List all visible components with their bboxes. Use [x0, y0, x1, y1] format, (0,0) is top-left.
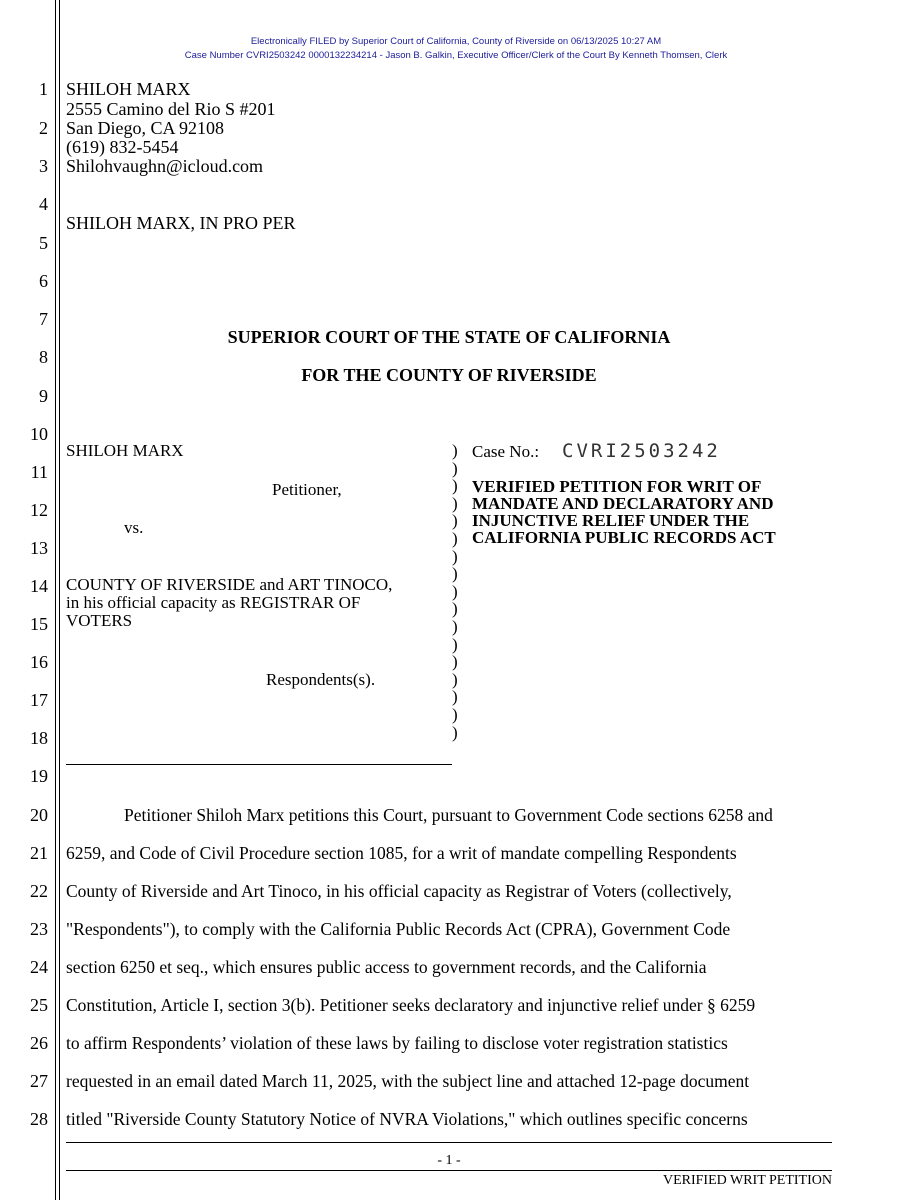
pro-per-designation: SHILOH MARX, IN PRO PER	[66, 213, 296, 233]
line-number: 17	[30, 690, 48, 710]
attorney-address-line-1: 2555 Camino del Rio S #201	[66, 99, 276, 119]
caption-paren: )	[452, 581, 458, 601]
court-name: SUPERIOR COURT OF THE STATE OF CALIFORNIA	[227, 327, 671, 347]
line-number: 15	[30, 614, 48, 634]
versus: vs.	[124, 518, 144, 537]
caption-paren: )	[452, 564, 458, 584]
case-number-label: Case No.:	[472, 442, 540, 461]
line-number: 2	[39, 118, 48, 138]
line-number: 14	[30, 576, 48, 596]
caption-paren: )	[452, 476, 458, 496]
body-line: Constitution, Article I, section 3(b). Petitioner seeks declaratory and injunctive relief under § 6259	[66, 995, 756, 1015]
respondent-line-2: in his official capacity as REGISTRAR OF	[66, 593, 361, 612]
line-number: 23	[30, 919, 48, 939]
petitioner-label: Petitioner,	[272, 480, 342, 499]
respondent-line-1: COUNTY OF RIVERSIDE and ART TINOCO,	[66, 575, 393, 594]
caption-paren: )	[452, 529, 458, 548]
caption-paren: )	[452, 441, 458, 460]
line-number: 1	[39, 79, 48, 99]
line-number: 5	[39, 233, 48, 253]
left-margin-rule-outer	[55, 0, 56, 1200]
line-number: 25	[30, 995, 48, 1015]
court-county: FOR THE COUNTY OF RIVERSIDE	[301, 365, 597, 385]
line-number: 6	[39, 271, 48, 291]
caption-paren: )	[452, 634, 458, 654]
case-number: CVRI2503242	[562, 440, 721, 462]
body-line: County of Riverside and Art Tinoco, in his official capacity as Registrar of Voters (collectively,	[66, 881, 732, 901]
caption-paren: )	[452, 493, 458, 513]
line-number: 9	[39, 386, 48, 406]
attorney-name: SHILOH MARX	[66, 79, 191, 99]
page-number: - 1 -	[437, 1153, 461, 1168]
respondent-line-3: VOTERS	[66, 611, 133, 630]
attorney-address-line-2: San Diego, CA 92108	[66, 118, 225, 138]
line-number: 22	[30, 881, 48, 901]
petition-title-line: MANDATE AND DECLARATORY AND	[472, 494, 774, 513]
line-number: 19	[30, 766, 48, 786]
footer-rule-top	[66, 1142, 832, 1143]
caption-paren: )	[452, 599, 458, 619]
line-number: 12	[30, 500, 48, 520]
body-line: requested in an email dated March 11, 2025, with the subject line and attached 12-page document	[66, 1071, 750, 1091]
caption-underline	[66, 764, 452, 765]
body-line: Petitioner Shiloh Marx petitions this Court, pursuant to Government Code sections 6258 and	[124, 805, 773, 825]
body-line: to affirm Respondents’ violation of these laws by failing to disclose voter registration statistics	[66, 1033, 728, 1053]
line-number: 13	[30, 538, 48, 558]
line-number: 4	[39, 194, 48, 214]
filing-stamp-line-2: Case Number CVRI2503242 0000132234214 - Jason B. Galkin, Executive Officer/Clerk of the Court By Kenneth Thomsen, Clerk	[184, 50, 728, 61]
filing-stamp-line-1: Electronically FILED by Superior Court of California, County of Riverside on 06/13/2025 10:27 AM	[250, 36, 662, 47]
petition-title-line: VERIFIED PETITION FOR WRIT OF	[472, 477, 762, 496]
body-line: "Respondents"), to comply with the California Public Records Act (CPRA), Government Code	[66, 919, 731, 939]
line-number: 24	[30, 957, 48, 977]
line-number: 11	[30, 462, 48, 482]
attorney-email: Shilohvaughn@icloud.com	[66, 156, 264, 176]
caption-paren: )	[452, 511, 458, 531]
line-number: 8	[39, 347, 48, 367]
caption-paren: )	[452, 617, 458, 636]
caption-paren: )	[452, 687, 458, 707]
line-number: 10	[30, 424, 48, 444]
petitioner-name: SHILOH MARX	[66, 441, 184, 460]
line-number: 20	[30, 805, 48, 825]
caption-paren: )	[452, 705, 458, 724]
petition-title-line: CALIFORNIA PUBLIC RECORDS ACT	[472, 528, 776, 547]
caption-paren: )	[452, 669, 458, 689]
line-number: 18	[30, 728, 48, 748]
line-number: 27	[30, 1071, 48, 1091]
line-number: 21	[30, 843, 48, 863]
petition-title	[472, 478, 776, 546]
caption-paren: )	[452, 722, 458, 742]
footer-rule-bottom	[66, 1170, 832, 1171]
petition-title-line: INJUNCTIVE RELIEF UNDER THE	[472, 511, 750, 530]
caption-paren: )	[452, 458, 458, 478]
body-line: section 6250 et seq., which ensures public access to government records, and the California	[66, 957, 707, 977]
body-line: 6259, and Code of Civil Procedure section 1085, for a writ of mandate compelling Respondents	[66, 843, 737, 863]
line-number: 28	[30, 1109, 48, 1129]
caption-paren: )	[452, 546, 458, 566]
respondent-label: Respondents(s).	[266, 670, 376, 689]
footer-document-title: VERIFIED WRIT PETITION	[662, 1173, 832, 1188]
caption-paren: )	[452, 652, 458, 672]
line-number: 3	[39, 156, 48, 176]
line-number: 7	[39, 309, 48, 329]
attorney-phone: (619) 832-5454	[66, 137, 179, 157]
line-number: 16	[30, 652, 48, 672]
line-number: 26	[30, 1033, 48, 1053]
left-margin-rule-inner	[59, 0, 60, 1200]
body-line: titled "Riverside County Statutory Notice of NVRA Violations," which outlines specific concerns	[66, 1109, 748, 1129]
